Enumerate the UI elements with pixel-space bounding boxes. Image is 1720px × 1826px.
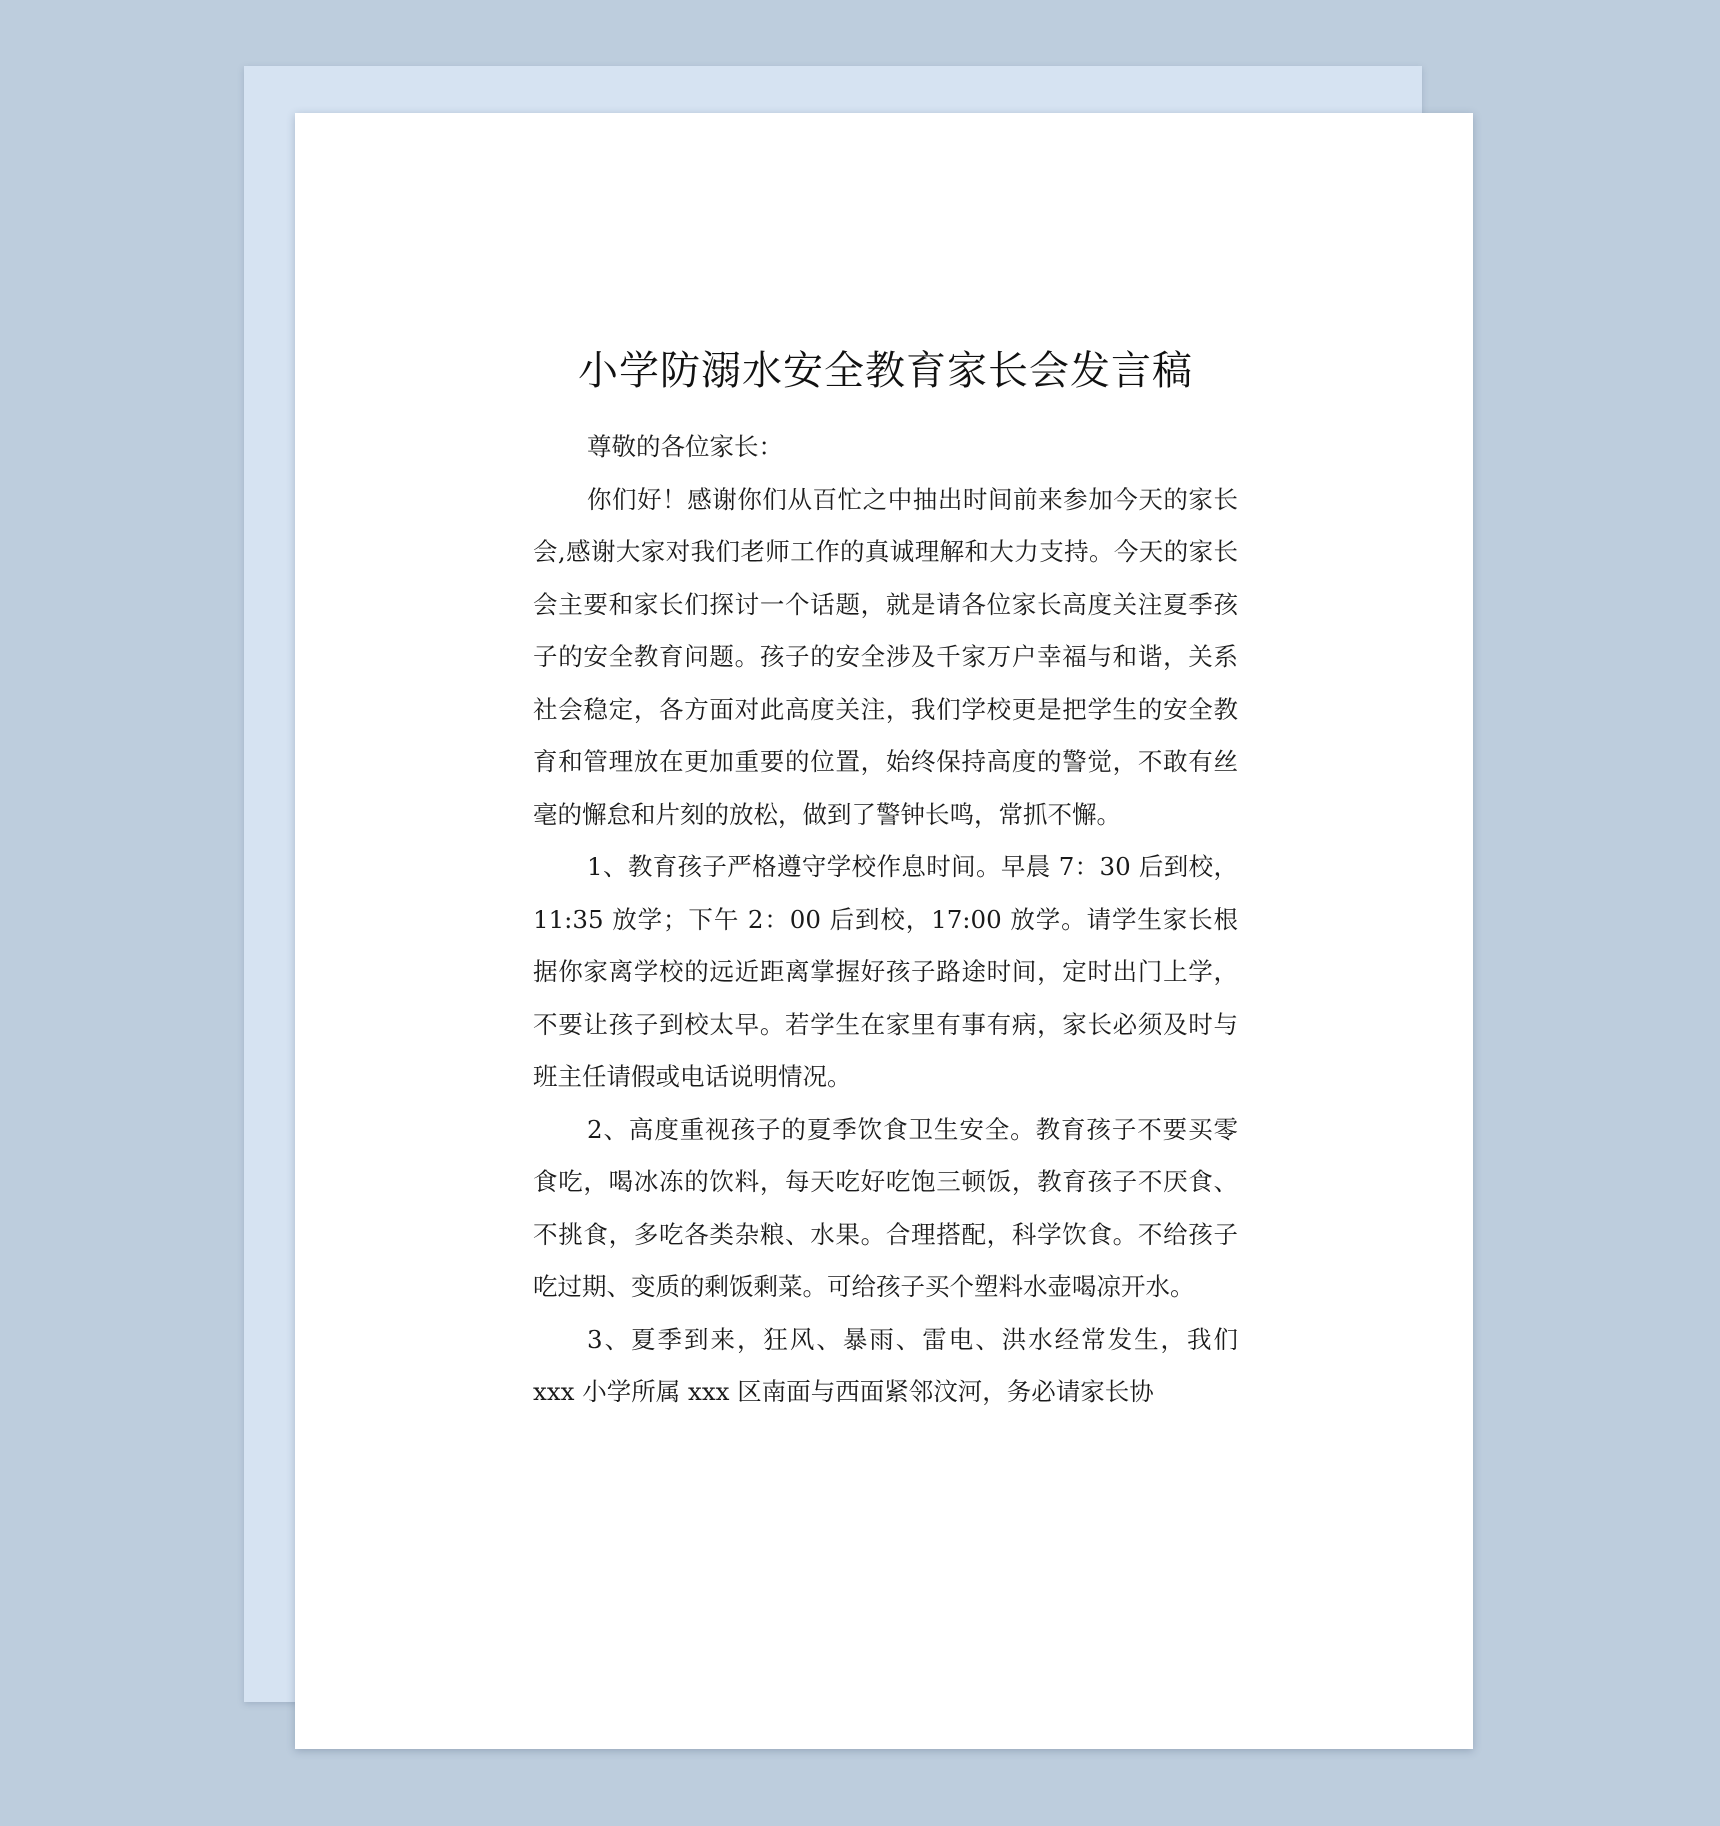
paragraph-item-3: 3、夏季到来，狂风、暴雨、雷电、洪水经常发生，我们 xxx 小学所属 xxx 区南面与西面紧邻汶河，务必请家长协: [533, 1324, 1238, 1406]
salutation: 尊敬的各位家长：: [587, 432, 783, 461]
document-body: [533, 343, 1238, 1419]
paragraph-intro: 你们好！感谢你们从百忙之中抽出时间前来参加今天的家长会,感谢大家对我们老师工作的真诚理解和大力支持。今天的家长会主要和家长们探讨一个话题，就是请各位家长高度关注夏季孩子的安全教育问题。孩子的安全涉及千家万户幸福与和谐，关系社会稳定，各方面对此高度关注，我们学校更是把学生的安全教育和管理放在更加重要的位置，始终保持高度的警觉，不敢有丝毫的懈怠和片刻的放松，做到了警钟长鸣，常抓不懈。: [533, 484, 1238, 829]
paragraph-item-1: 1、教育孩子严格遵守学校作息时间。早晨 7：30 后到校，11:35 放学；下午 2：00 后到校，17:00 放学。请学生家长根据你家离学校的远近距离掌握好孩子路途时间，定时出门上学，不要让孩子到校太早。若学生在家里有事有病，家长必须及时与班主任请假或电话说明情况。: [533, 852, 1238, 1091]
document-page: [295, 113, 1473, 1749]
document-title: 小学防溺水安全教育家长会发言稿: [578, 348, 1193, 394]
paragraph-item-2: 2、高度重视孩子的夏季饮食卫生安全。教育孩子不要买零食吃，喝冰冻的饮料，每天吃好吃饱三顿饭，教育孩子不厌食、不挑食，多吃各类杂粮、水果。合理搭配，科学饮食。不给孩子吃过期、变质的剩饭剩菜。可给孩子买个塑料水壶喝凉开水。: [533, 1114, 1238, 1301]
